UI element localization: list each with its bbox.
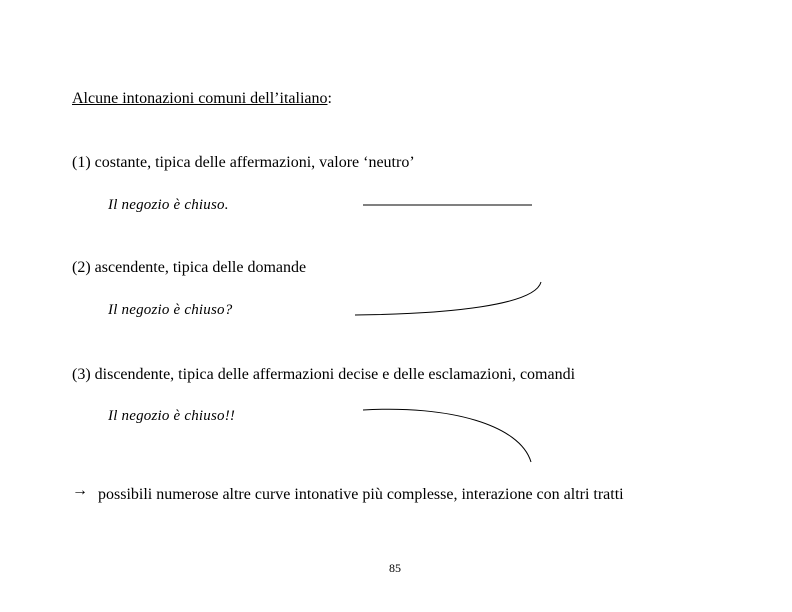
heading-underlined-text: Alcune intonazioni comuni dell’italiano (72, 90, 328, 107)
note-text: possibili numerose altre curve intonative più complesse, interazione con altri tratti (98, 486, 624, 503)
page-number: 85 (389, 561, 401, 575)
item-1-example: Il negozio è chiuso. (108, 197, 229, 213)
falling-intonation-curve (363, 409, 531, 462)
item-2-example: Il negozio è chiuso? (108, 302, 233, 318)
item-3-example: Il negozio è chiuso!! (108, 408, 236, 424)
arrow-icon: → (72, 482, 88, 499)
rising-intonation-curve (355, 282, 541, 315)
item-2-label: (2) ascendente, tipica delle domande (72, 259, 307, 276)
heading-colon: : (327, 90, 332, 107)
item-1-label: (1) costante, tipica delle affermazioni, valore ‘neutro’ (72, 154, 415, 171)
item-3-label: (3) discendente, tipica delle affermazioni decise e delle esclamazioni, comandi (72, 366, 576, 383)
